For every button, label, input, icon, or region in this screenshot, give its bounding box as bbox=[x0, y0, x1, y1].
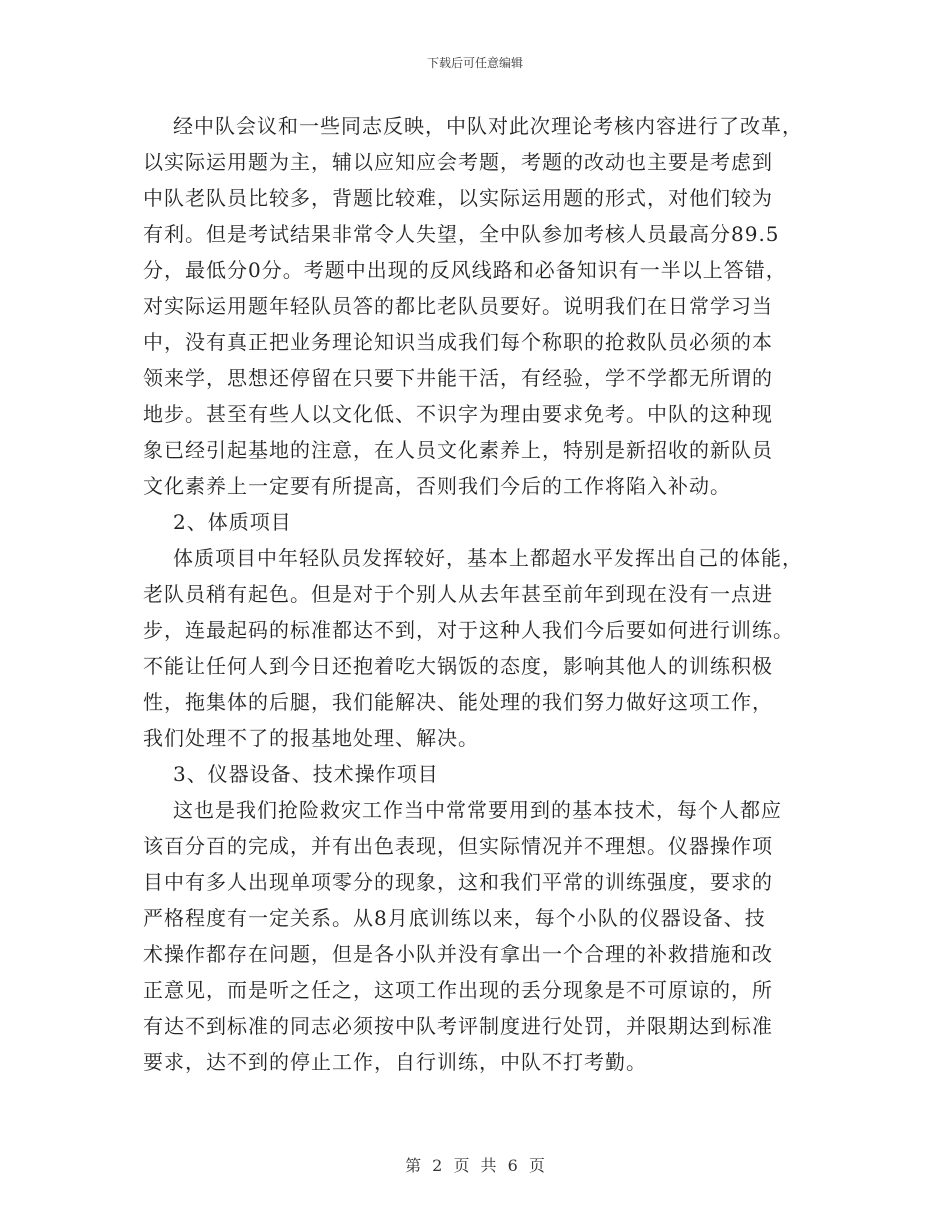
section-heading: 2、体质项目 bbox=[173, 510, 292, 534]
text-line: 经中队会议和一些同志反映，中队对此次理论考核内容进行了改革， bbox=[173, 114, 803, 138]
text-line: 性，拖集体的后腿，我们能解决、能处理的我们努力做好这项工作， bbox=[143, 690, 773, 714]
text-line: 老队员稍有起色。但是对于个别人从去年甚至前年到现在没有一点进 bbox=[143, 582, 773, 606]
text-line: 以实际运用题为主，辅以应知应会考题，考题的改动也主要是考虑到 bbox=[143, 150, 773, 174]
text-line: 中队老队员比较多，背题比较难，以实际运用题的形式，对他们较为 bbox=[143, 186, 773, 210]
text-line: 不能让任何人到今日还抱着吃大锅饭的态度，影响其他人的训练积极 bbox=[143, 654, 773, 678]
text-line: 地步。甚至有些人以文化低、不识字为理由要求免考。中队的这种现 bbox=[143, 402, 773, 426]
section-heading: 3、仪器设备、技术操作项目 bbox=[173, 762, 439, 786]
text-line: 象已经引起基地的注意，在人员文化素养上，特别是新招收的新队员 bbox=[143, 438, 773, 462]
text-line: 有达不到标准的同志必须按中队考评制度进行处罚，并限期达到标准 bbox=[143, 1014, 773, 1038]
text-line: 中，没有真正把业务理论知识当成我们每个称职的抢救队员必须的本 bbox=[143, 330, 773, 354]
text-line: 步，连最起码的标准都达不到，对于这种人我们今后要如何进行训练。 bbox=[143, 618, 794, 642]
text-line: 正意见，而是听之任之，这项工作出现的丢分现象是不可原谅的，所 bbox=[143, 978, 773, 1002]
text-line: 该百分百的完成，并有出色表现，但实际情况并不理想。仪器操作项 bbox=[143, 834, 773, 858]
text-line: 这也是我们抢险救灾工作当中常常要用到的基本技术，每个人都应 bbox=[173, 798, 782, 822]
page-header: 下载后可任意编辑 bbox=[426, 56, 523, 70]
text-line: 对实际运用题年轻队员答的都比老队员要好。说明我们在日常学习当 bbox=[143, 294, 773, 318]
text-line: 目中有多人出现单项零分的现象，这和我们平常的训练强度，要求的 bbox=[143, 870, 773, 894]
text-line: 领来学，思想还停留在只要下井能干活，有经验，学不学都无所谓的 bbox=[143, 366, 773, 390]
text-line: 体质项目中年轻队员发挥较好，基本上都超水平发挥出自己的体能， bbox=[173, 546, 803, 570]
text-line: 我们处理不了的报基地处理、解决。 bbox=[143, 726, 479, 750]
text-line: 要求，达不到的停止工作，自行训练，中队不打考勤。 bbox=[143, 1050, 647, 1074]
text-line: 术操作都存在问题，但是各小队并没有拿出一个合理的补救措施和改 bbox=[143, 942, 773, 966]
text-line: 严格程度有一定关系。从8月底训练以来，每个小队的仪器设备、技 bbox=[143, 906, 766, 930]
text-line: 有利。但是考试结果非常令人失望，全中队参加考核人员最高分89.5 bbox=[143, 222, 780, 246]
text-line: 文化素养上一定要有所提高，否则我们今后的工作将陷入补动。 bbox=[143, 474, 731, 498]
text-line: 分，最低分0分。考题中出现的反风线路和必备知识有一半以上答错， bbox=[143, 258, 787, 282]
page-number-footer: 第 2 页 共 6 页 bbox=[405, 1156, 545, 1175]
